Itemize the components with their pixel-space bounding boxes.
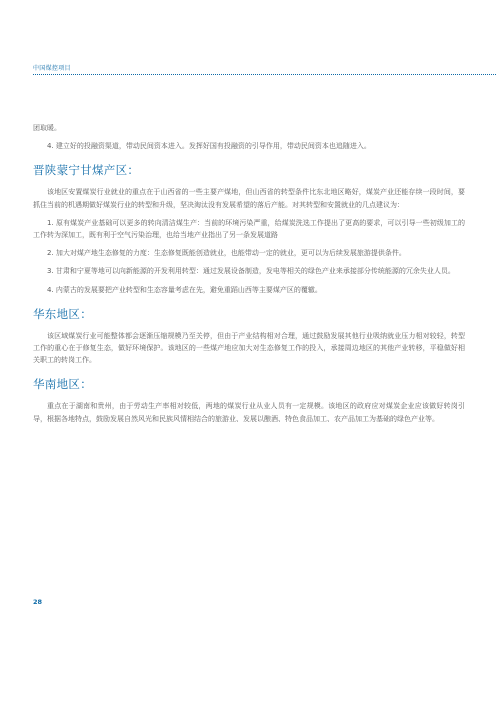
paragraph: 该区域煤炭行业可能整体都会逐渐压缩规模乃至关停，但由于产业结构相对合理，通过鼓励发展其他行业吸纳就业压力相对较轻，转型工作的重心在于修复生态，做好环境保护。该地区的一些煤产地应加大对生态修复工作的投入，承接周边地区的其他产业转移，平稳做好相关职工的转岗工作。: [33, 331, 465, 365]
paragraph: 团取暖。: [33, 124, 61, 132]
page-number: 28: [33, 598, 43, 606]
paragraph: 2. 加大对煤产地生态修复的力度：生态修复既能创造就业，也能带动一定的就业，更可以为后续发展旅游提供条件。: [47, 249, 406, 258]
section-heading: 晋陕蒙宁甘煤产区：: [33, 163, 140, 178]
page-body: [33, 122, 465, 431]
paragraph: 4. 建立好的投融资渠道，带动民间资本进入。发挥好国有投融资的引导作用，带动民间资本也追随进入。: [47, 142, 371, 151]
header-divider: [33, 74, 496, 75]
paragraph: 该地区安置煤炭行业就业的重点在于山西省的一些主要产煤地，但山西省的转型条件比东北地区略好，煤炭产业还能存续一段时间，要抓住当前的机遇期做好煤炭行业的转型和升级，坚决淘汰没有发展希望的落后产能。对其转型和安置就业的几点建议为：: [33, 188, 465, 209]
paragraph: 重点在于湖南和贵州，由于劳动生产率相对较低，两地的煤炭行业从业人员有一定规模。该地区的政府应对煤炭企业应该做好转岗引导，根据各地特点，鼓励发展自然风光和民族风情相结合的旅游业、发展以酿酒、特色食品加工、农产品加工为基础的绿色产业等。: [33, 402, 465, 423]
running-header: [0, 61, 496, 75]
section-heading: 华东地区：: [33, 306, 92, 321]
paragraph: 1. 原有煤炭产业基础可以更多的转向清洁煤生产：当前的环境污染严重，给煤炭洗选工作提出了更高的要求，可以引导一些初级加工的工作转为深加工，既有利于空气污染治理，也给当地产业指出了另一条发展道路: [33, 218, 465, 240]
section-heading: 华南地区：: [33, 377, 92, 392]
paragraph: 3. 甘肃和宁夏等地可以向新能源的开发利用转型：通过发展设备制造，发电等相关的绿色产业来承接部分传统能源的冗余失业人员。: [47, 267, 455, 276]
paragraph: 4. 内蒙古的发展要把产业转型和生态容量考虑在先，避免重蹈山西等主要煤产区的覆辙。: [47, 285, 322, 294]
header-brand: 中国煤控项目: [33, 65, 71, 72]
